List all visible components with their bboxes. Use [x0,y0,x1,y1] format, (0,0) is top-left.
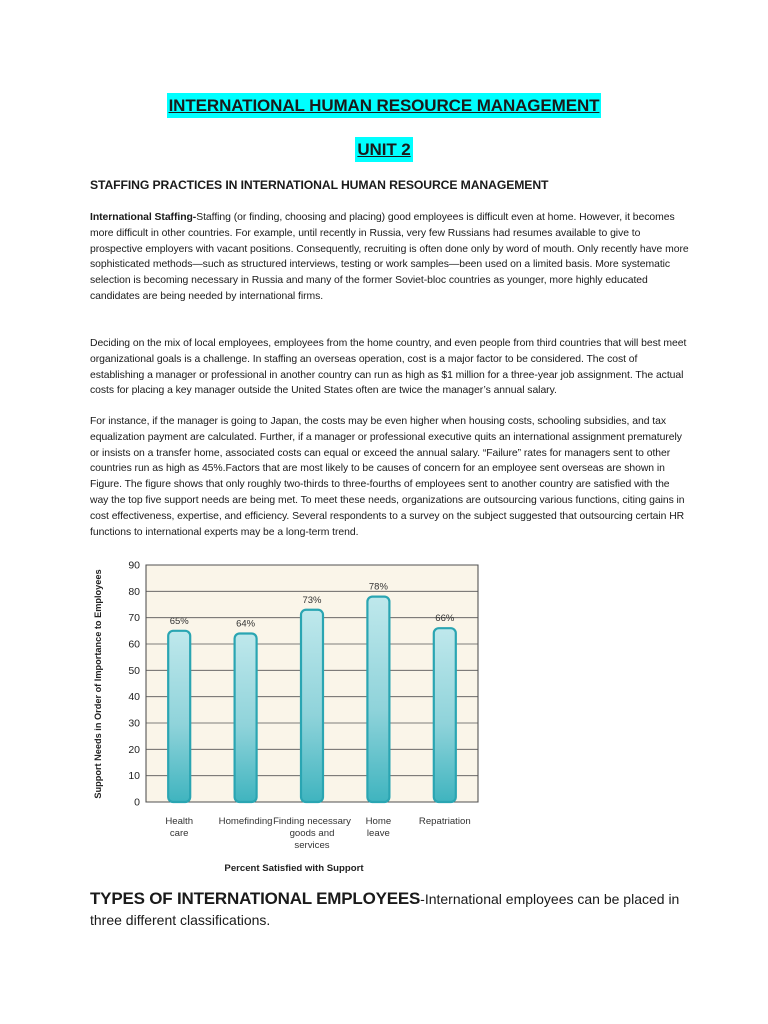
y-tick-label: 50 [128,664,140,677]
y-tick-label: 40 [128,691,140,704]
category-label: Finding necessary [273,816,351,827]
y-axis-label: Support Needs in Order of Importance to Employees [93,569,103,799]
document-title-line [0,96,768,116]
data-label: 64% [236,618,256,630]
category-label: Repatriation [418,816,471,827]
category-label: leave [366,828,390,839]
paragraph-body: Staffing (or finding, choosing and placing) good employees is difficult even at home. However, it becomes more difficult in other countries. For example, until recently in Russia, very few Russians had resumes available to give to prospective employers with vacant positions. Consequently, recruiting is often done only by word of mouth. Only recently have more sophisticated methods—such as structured interviews, testing or work samples—been used on a limited basis. More systematic selection is becoming necessary in Russia and many of the former Soviet-bloc countries as younger, more highly educated candidates are being needed by international firms. [90,212,689,302]
category-label: services [294,840,330,851]
y-tick-label: 80 [128,585,140,598]
x-axis-categories [165,816,470,851]
y-tick-label: 90 [128,559,140,572]
category-label: Health [165,816,194,827]
y-tick-label: 0 [134,796,140,809]
y-axis-ticks [128,560,140,809]
bar [168,631,190,802]
category-label: Home [365,816,392,827]
data-label: 78% [368,581,388,593]
bar [434,628,456,802]
y-tick-label: 10 [128,770,140,783]
category-label: goods and [289,828,335,839]
types-text: -International employees can be placed in three different classifications. [90,891,680,928]
document-title: INTERNATIONAL HUMAN RESOURCE MANAGEMENT [167,93,602,118]
data-label: 66% [435,613,455,625]
data-label: 73% [302,594,322,606]
types-heading: TYPES OF INTERNATIONAL EMPLOYEES [90,889,421,908]
paragraph-japan: For instance, if the manager is going to Japan, the costs may be even higher when housing costs, schooling subsidies, and tax equalization payment are calculated. Further, if a manager or professional executive quits an international assignment prematurely or insists on a transfer home, associated costs can equal or exceed the annual salary. “Failure” rates for managers sent to other countries run as high as 45%.Factors that are most likely to be causes of concern for an employee sent overseas are shown in Figure. The figure shows that only roughly two-thirds to three-fourths of employees sent to another country are satisfied with the way the top five support needs are being met. To meet these needs, organizations are outsourcing various functions, citing gains in cost effectiveness, expertise, and efficiency. Several respondents to a survey on the subject suggested that outsourcing certain HR functions to international experts may be a long-term trend. [90,416,685,538]
unit-title-line [0,140,768,160]
support-needs-chart [88,558,488,880]
paragraph-staffing [90,210,690,305]
x-axis-label: Percent Satisfied with Support [224,863,364,874]
y-tick-label: 20 [128,743,140,756]
y-tick-label: 30 [128,717,140,730]
section-heading: STAFFING PRACTICES IN INTERNATIONAL HUMAN RESOURCE MANAGEMENT [90,178,549,192]
data-label: 65% [169,615,189,627]
y-tick-label: 60 [128,638,140,651]
types-paragraph [90,888,690,931]
bar [367,597,389,802]
category-label: Homefinding [218,816,273,827]
paragraph-cost: Deciding on the mix of local employees, employees from the home country, and even people from third countries that will best meet organizational goals is a challenge. In staffing an overseas operation, cost is a major factor to be considered. The cost of establishing a manager or professional in another country can run as high as $1 million for a three-year job assignment. The actual costs for placing a key manager outside the United States often are twice the manager’s annual salary. [90,338,687,397]
unit-title: UNIT 2 [355,137,412,162]
bar [235,633,257,802]
y-tick-label: 70 [128,612,140,625]
paragraph-lead: International Staffing- [90,212,197,223]
bar [301,610,323,802]
category-label: care [169,828,189,839]
